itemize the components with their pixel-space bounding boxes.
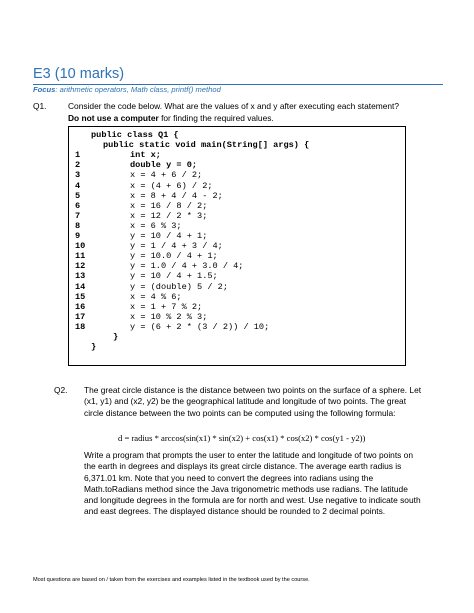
code-statement: x = 10 % 2 % 3;: [130, 311, 208, 322]
focus-label: Focus: [33, 85, 56, 94]
q2-intro: The great circle distance is the distance between two points on the surface of a sphere. Let (x1, y1) and (x2, y2) be the geographical latitude and longitude of two points. The great circle distance between the two points can be computed using the following formula:: [84, 385, 422, 418]
code-statement: y = 10.0 / 4 + 1;: [130, 251, 218, 262]
code-line-number: 7: [75, 210, 81, 221]
code-statement: int x;: [130, 150, 161, 161]
q2-instructions: Write a program that prompts the user to enter the latitude and longitude of two points on the earth in degrees and displays its great circle distance. The average earth radius is 6,371.01 km. Note that you need to convert the degrees into radians using the Math.toRadians method since the Java trigonometric methods use radians. The latitude and longitude degrees in the formula are for north and west. Use negative to indicate south and east degrees. The displayed distance should be rounded to 2 decimal points.: [84, 450, 421, 517]
code-main-header: public static void main(String[] args) {: [103, 140, 310, 151]
code-statement: y = 10 / 4 + 1;: [130, 231, 208, 241]
code-line-number: 11: [75, 251, 86, 262]
code-line-number: 8: [75, 220, 81, 231]
code-statement: x = 12 / 2 * 3;: [130, 210, 208, 221]
code-statement: x = 1 + 7 % 2;: [130, 301, 203, 312]
code-statement: y = 10 / 4 + 1.5;: [130, 271, 218, 282]
q2-formula: d = radius * arccos(sin(x1) * sin(x2) + cos(x1) * cos(x2) * cos(y1 - y2)): [118, 433, 366, 443]
q1-note: [68, 113, 274, 123]
code-statement: x = (4 + 6) / 2;: [130, 180, 213, 191]
focus-line: [33, 85, 221, 94]
code-line-number: 1: [75, 150, 81, 161]
code-statement: x = 16 / 8 / 2;: [130, 200, 208, 211]
code-line-number: 15: [75, 291, 86, 302]
code-statement: x = 4 + 6 / 2;: [130, 170, 203, 181]
code-line-number: 3: [75, 170, 81, 181]
code-statement: y = 1 / 4 + 3 / 4;: [130, 241, 223, 252]
q1-text: Consider the code below. What are the values of x and y after executing each statement?: [68, 101, 400, 111]
code-close-class: }: [91, 342, 97, 353]
q1-number: Q1.: [33, 101, 47, 111]
page-footer: Most questions are based on / taken from the exercises and examples listed in the textbook used by the course.: [33, 577, 310, 583]
code-line-number: 6: [75, 200, 81, 211]
code-line-number: 10: [75, 241, 86, 252]
code-line-number: 13: [75, 271, 86, 282]
code-statement: y = (6 + 2 * (3 / 2)) / 10;: [130, 321, 270, 332]
code-statement: y = 1.0 / 4 + 3.0 / 4;: [130, 261, 244, 272]
code-statement: double y = 0;: [130, 160, 198, 171]
code-line-number: 16: [75, 301, 86, 312]
code-line-number: 4: [75, 180, 81, 191]
focus-text: : arithmetic operators, Math class, printf() method: [55, 85, 221, 94]
code-line-number: 14: [75, 281, 86, 292]
q2-number: Q2.: [54, 385, 68, 395]
code-statement: x = 6 % 3;: [130, 220, 182, 231]
code-close-method: }: [113, 332, 119, 342]
code-statement: y = (double) 5 / 2;: [130, 281, 228, 292]
code-statement: x = 8 + 4 / 4 - 2;: [130, 190, 223, 201]
code-line-number: 5: [75, 190, 81, 201]
code-class-header: public class Q1 {: [91, 130, 179, 140]
code-line-number: 2: [75, 160, 81, 171]
q1-note-bold: Do not use a computer: [68, 113, 159, 123]
code-line-number: 9: [75, 231, 81, 241]
code-line-number: 12: [75, 261, 86, 272]
q1-note-rest: for finding the required values.: [158, 113, 274, 123]
code-statement: x = 4 % 6;: [130, 291, 182, 302]
code-box: [68, 126, 406, 366]
page-title: E3 (10 marks): [33, 66, 125, 82]
code-line-number: 17: [75, 311, 86, 322]
code-line-number: 18: [75, 321, 86, 332]
